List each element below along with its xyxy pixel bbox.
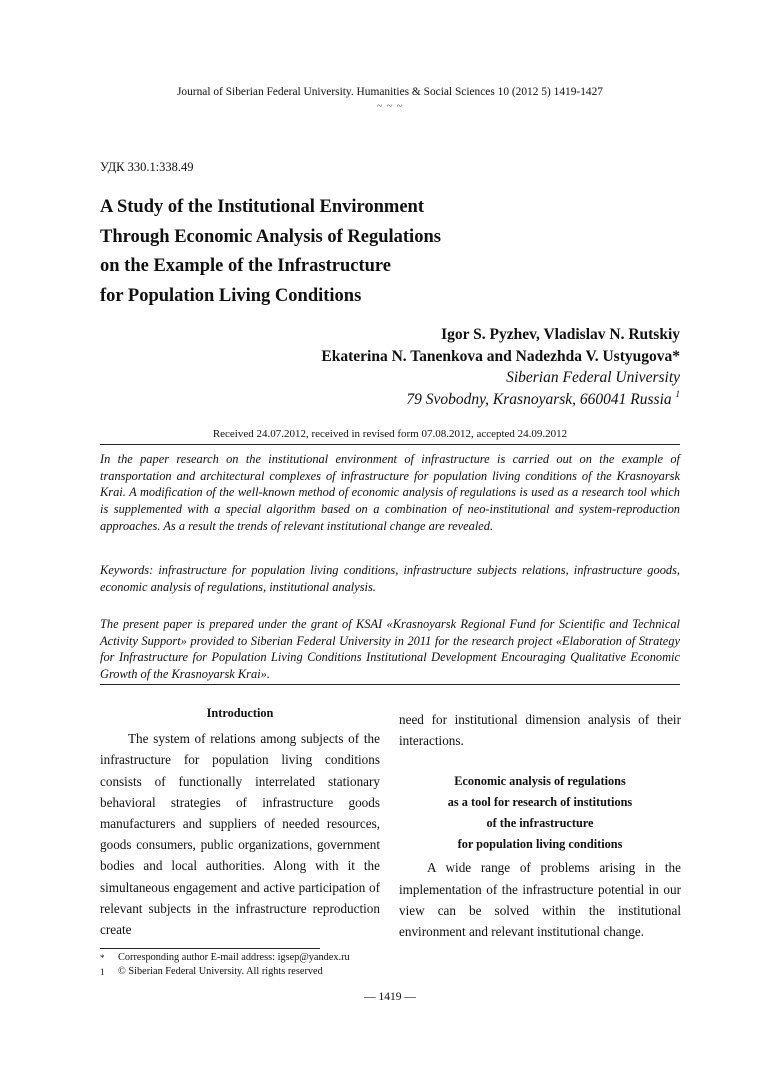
title-line: for Population Living Conditions bbox=[100, 285, 362, 306]
footnote bbox=[100, 965, 680, 979]
abstract-bottom-rule bbox=[100, 684, 680, 685]
header-ornament: ~ ~ ~ bbox=[376, 101, 404, 112]
journal-header: Journal of Siberian Federal University. Humanities & Social Sciences 10 (2012 5) 1419-1427 bbox=[176, 86, 603, 98]
abstract: In the paper research on the institutional environment of infrastructure is carried out on the example of transportation and architectural complexes of infrastructure for population living conditions of the Krasnoyarsk Krai. A modification of the well-known method of economic analysis of regulations is used as a research tool which is supplemented with a special algorithm based on a combination of neo-institutional and system-reproduction approaches. As a result the trends of relevant institutional change are revealed. bbox=[100, 452, 680, 533]
right-column bbox=[399, 709, 681, 942]
received-dates: Received 24.07.2012, received in revised form 07.08.2012, accepted 24.09.2012 bbox=[212, 428, 568, 440]
continuation-paragraph: need for institutional dimension analysis of their interactions. bbox=[399, 712, 681, 749]
abstract-top-rule bbox=[100, 444, 680, 445]
title-line: Through Economic Analysis of Regulations bbox=[100, 226, 441, 247]
authors-line-1: Igor S. Pyzhev, Vladislav N. Rutskiy bbox=[441, 326, 680, 343]
footnotes bbox=[100, 951, 680, 979]
affiliation-institution: Siberian Federal University bbox=[506, 369, 680, 386]
title-line: A Study of the Institutional Environment bbox=[100, 197, 424, 217]
footnote-mark: * bbox=[100, 953, 105, 963]
title-line: on the Example of the Infrastructure bbox=[100, 256, 392, 276]
section-heading bbox=[399, 771, 681, 855]
footnote-text: © Siberian Federal University. All rights reserved bbox=[118, 966, 323, 977]
section-heading-line: Economic analysis of regulations bbox=[454, 774, 626, 789]
section-heading-line: for population living conditions bbox=[457, 837, 623, 852]
section-paragraph: A wide range of problems arising in the implementation of the infrastructure potential in our view can be solved within the institutional environment and relevant institutional change. bbox=[399, 860, 681, 940]
paper-title bbox=[100, 193, 580, 311]
footnote-text: Corresponding author E-mail address: igsep@yandex.ru bbox=[118, 952, 350, 963]
grant-note: The present paper is prepared under the grant of KSAI «Krasnoyarsk Regional Fund for Scientific and Technical Activity Support» provided to Siberian Federal University in 2011 for the research project «Elaboration of Strategy for Infrastructure for Population Living Conditions Institutional Development Encouraging Qualitative Economic Growth of the Krasnoyarsk Krai». bbox=[100, 617, 680, 682]
introduction-heading: Introduction bbox=[206, 706, 274, 720]
page-number: — 1419 — bbox=[364, 991, 416, 1003]
udc-code: УДК 330.1:338.49 bbox=[100, 160, 194, 174]
affiliation bbox=[406, 367, 680, 411]
introduction-paragraph: The system of relations among subjects of the infrastructure for population living conditions consists of functionally interrelated stationary behavioral strategies of infrastructure goods manufacturers and suppliers of needed resources, goods consumers, public organizations, government bodies and local authorities. Along with it the simultaneous engagement and active participation of relevant subjects in the infrastructure reproduction create bbox=[100, 731, 380, 938]
affiliation-address: 79 Svobodny, Krasnoyarsk, 660041 Russia bbox=[406, 391, 672, 408]
affiliation-note-mark: 1 bbox=[675, 389, 680, 399]
footnote-rule bbox=[100, 948, 320, 949]
left-column bbox=[100, 703, 380, 940]
affiliation-address-line bbox=[406, 389, 680, 411]
authors-line-2: Ekaterina N. Tanenkova and Nadezhda V. Ustyugova* bbox=[321, 348, 680, 365]
section-heading-line: as a tool for research of institutions bbox=[447, 795, 633, 810]
footnote bbox=[100, 951, 680, 965]
section-heading-line: of the infrastructure bbox=[486, 816, 594, 831]
footnote-mark: 1 bbox=[100, 967, 105, 977]
author-list bbox=[321, 324, 680, 368]
keywords: Keywords: infrastructure for population living conditions, infrastructure subjects relations, infrastructure goods, economic analysis of regulations, institutional analysis. bbox=[100, 563, 680, 594]
